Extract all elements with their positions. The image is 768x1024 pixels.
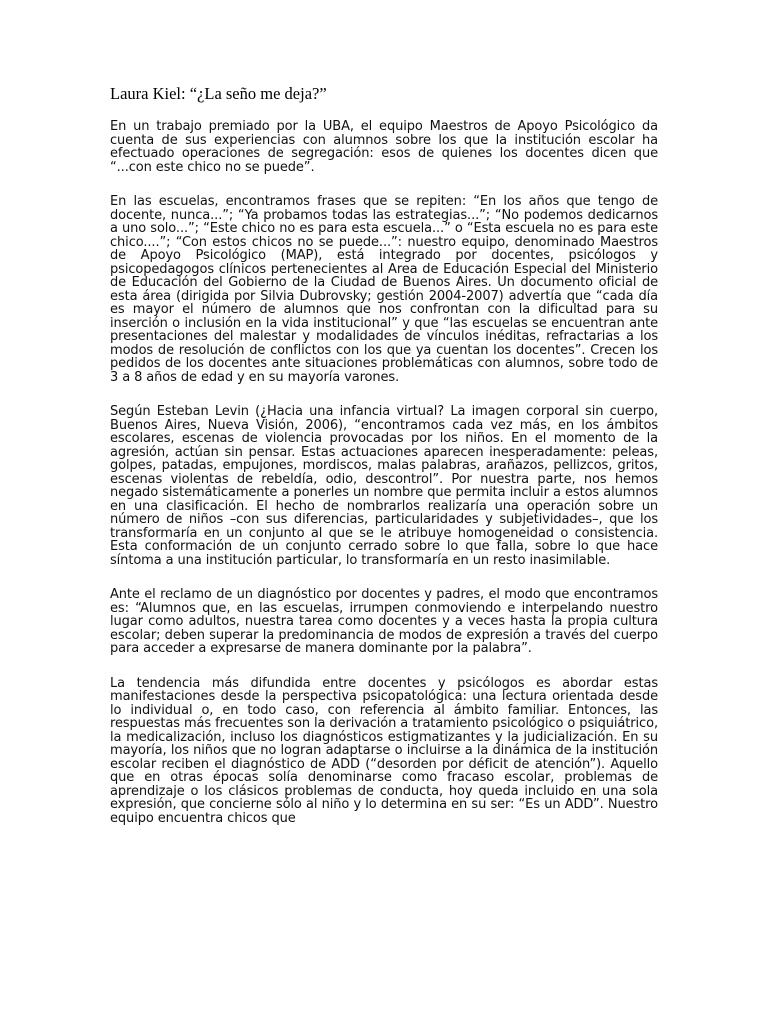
paragraph: En las escuelas, encontramos frases que se repiten: “En los años que tengo de docente, nunca...”; “Ya probamos todas las estrategias...”; “No podemos dedicarnos a uno solo...”; “Este chico no es para esta escuela...” o “Esta escuela no es para este chico....”; “Con estos chicos no se puede...”: nuestro equipo, denominado Maestros de Apoyo Psicológico (MAP), está integrado por docentes, psicólogos y psicopedagogos clínicos pertenecientes al Area de Educación Especial del Ministerio de Educación del Gobierno de la Ciudad de Buenos Aires. Un documento oficial de esta área (dirigida por Silvia Dubrovsky; gestión 2004-2007) advertía que “cada día es mayor el número de alumnos que nos confrontan con la dificultad para su inserción o inclusión en la vida institucional” y que “las escuelas se encuentran ante presentaciones del malestar y modalidades de vínculos inéditas, refractarias a los modos de resolución de conflictos con los que ya cuentan los docentes”. Crecen los pedidos de los docentes ante situaciones problemáticas con alumnos, sobre todo de 3 a 8 años de edad y en su mayoría varones. — [110, 194, 658, 385]
paragraph: Según Esteban Levin (¿Hacia una infancia virtual? La imagen corporal sin cuerpo, Buenos Aires, Nueva Visión, 2006), “encontramos cada vez más, en los ámbitos escolares, escenas de violencia provocadas por los niños. En el momento de la agresión, actúan sin pensar. Estas actuaciones aparecen inesperadamente: peleas, golpes, patadas, empujones, mordiscos, malas palabras, arañazos, pellizcos, gritos, escenas violentas de rebeldía, odio, descontrol”. Por nuestra parte, nos hemos negado sistemáticamente a ponerles un nombre que permita incluir a estos alumnos en una clasificación. El hecho de nombrarlos realizaría una operación sobre un número de niños –con sus diferencias, particularidades y subjetividades–, que los transformaría en un conjunto al que se le atribuye homogeneidad o consistencia. Esta conformación de un conjunto cerrado sobre lo que falla, sobre lo que hace síntoma a una institución particular, lo transformaría en un resto inasimilable. — [110, 404, 658, 568]
paragraph: Ante el reclamo de un diagnóstico por docentes y padres, el modo que encontramos es: “Alumnos que, en las escuelas, irrumpen conmoviendo e interpelando nuestro lugar como adultos, nuestra tarea como docentes y a veces hasta la propia cultura escolar; deben superar la predominancia de modos de expresión a través del cuerpo para acceder a expresarse de manera dominante por la palabra”. — [110, 587, 658, 656]
document-body — [110, 120, 658, 846]
paragraph: En un trabajo premiado por la UBA, el equipo Maestros de Apoyo Psicológico da cuenta de sus experiencias con alumnos sobre los que la institución escolar ha efectuado operaciones de segregación: esos de quienes los docentes dicen que “...con este chico no se puede”. — [110, 119, 658, 175]
paragraph: La tendencia más difundida entre docentes y psicólogos es abordar estas manifestaciones desde la perspectiva psicopatológica: una lectura orientada desde lo individual o, en todo caso, con referencia al ámbito familiar. Entonces, las respuestas más frecuentes son la derivación a tratamiento psicológico o psiquiátrico, la medicalización, incluso los diagnósticos estigmatizantes y la judicialización. En su mayoría, los niños que no logran adaptarse o incluirse a la dinámica de la institución escolar reciben el diagnóstico de ADD (“desorden por déficit de atención”). Aquello que en otras épocas solía denominarse como fracaso escolar, problemas de aprendizaje o los clásicos problemas de conducta, hoy queda incluido en una sola expresión, que concierne sólo al niño y lo determina en su ser: “Es un ADD”. Nuestro equipo encuentra chicos que — [110, 675, 658, 826]
document-title: Laura Kiel: “¿La seño me deja?” — [110, 84, 327, 103]
